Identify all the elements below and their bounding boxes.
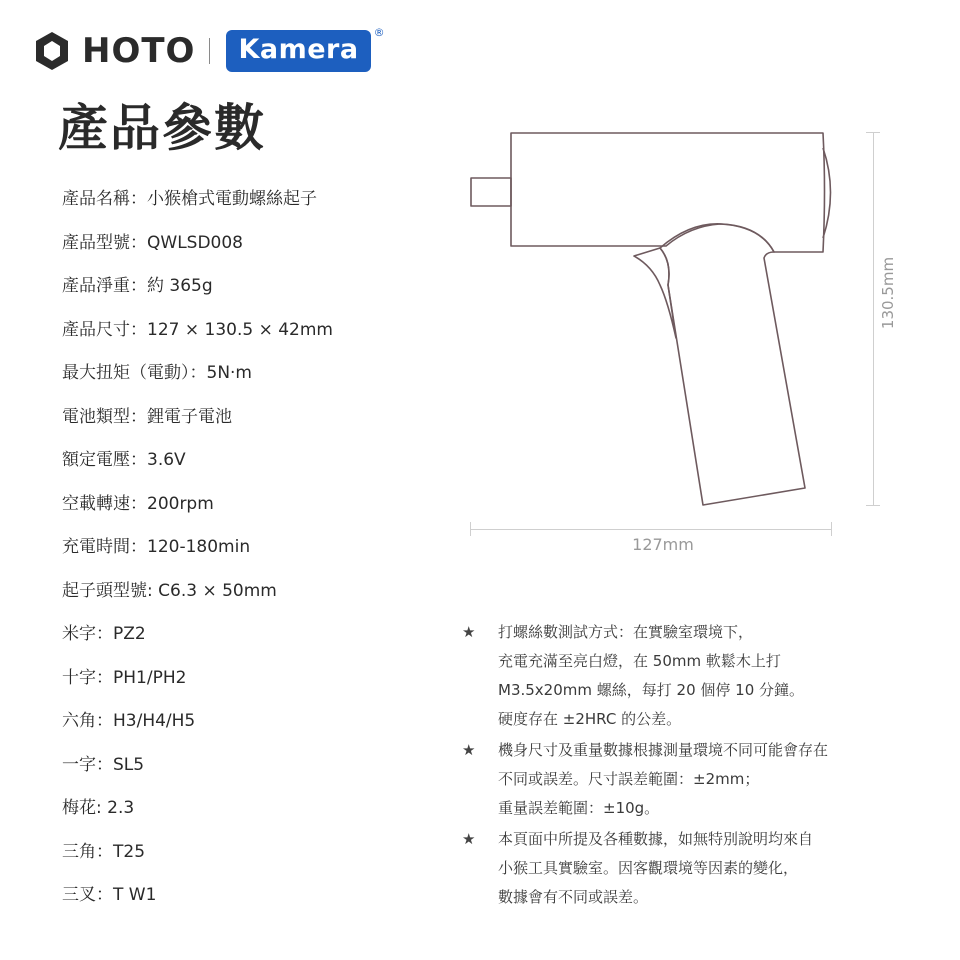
logo-divider	[209, 38, 210, 64]
note-measurement-error	[462, 736, 902, 823]
height-dimension-line	[866, 132, 880, 506]
spec-item-tri-wing: 三叉：T W1	[62, 885, 157, 905]
width-dimension-line	[470, 522, 832, 536]
star-icon: ★	[462, 623, 476, 641]
spec-item-pozidriv: 米字：PZ2	[62, 624, 146, 644]
note-line: 充電充滿至亮白燈，在 50mm 軟鬆木上打	[498, 652, 781, 670]
spec-item-model: 產品型號：QWLSD008	[62, 232, 243, 253]
star-icon: ★	[462, 830, 476, 848]
spec-list	[62, 182, 462, 922]
screwdriver-outline-drawing	[460, 120, 860, 520]
note-line: 打螺絲數測試方式：在實驗室環境下，	[498, 623, 754, 641]
width-dimension-label: 127mm	[632, 535, 694, 554]
page-title: 產品參數	[58, 99, 266, 157]
note-line: 小猴工具實驗室。因客觀環境等因素的變化，	[498, 859, 799, 877]
note-line: 不同或誤差。尺寸誤差範圍：±2mm；	[498, 770, 760, 788]
note-line: 機身尺寸及重量數據根據測量環境不同可能會存在	[498, 741, 829, 759]
notes-list	[462, 618, 902, 914]
star-icon: ★	[462, 741, 476, 759]
note-line: 本頁面中所提及各種數據，如無特別說明均來自	[498, 830, 814, 848]
spec-item-hex: 六角：H3/H4/H5	[62, 711, 196, 731]
note-test-method	[462, 618, 902, 734]
hoto-logo-icon	[30, 29, 74, 73]
spec-item-phillips: 十字：PH1/PH2	[62, 667, 187, 688]
note-line: M3.5x20mm 螺絲，每打 20 個停 10 分鐘。	[498, 681, 804, 699]
note-line: 硬度存在 ±2HRC 的公差。	[498, 710, 682, 728]
spec-item-charge-time: 充電時間：120-180min	[62, 537, 251, 557]
kamera-logo: Kamera	[226, 30, 370, 72]
spec-item-speed: 空載轉速：200rpm	[62, 493, 214, 514]
note-data-source	[462, 825, 902, 912]
handle-outline	[660, 224, 805, 505]
spec-item-bit-model: 起子頭型號: C6.3 × 50mm	[62, 580, 277, 601]
hoto-wordmark: HOTO	[82, 31, 196, 71]
brand-header	[30, 26, 385, 76]
spec-item-triangle: 三角：T25	[62, 841, 146, 862]
spec-item-weight: 產品淨重：約 365g	[62, 276, 213, 296]
note-line: 數據會有不同或誤差。	[498, 888, 649, 906]
registered-mark: ®	[373, 26, 385, 39]
spec-item-battery: 電池類型：鋰電子電池	[62, 406, 232, 427]
bit-holder-outline	[471, 178, 511, 206]
spec-item-size: 產品尺寸：127 × 130.5 × 42mm	[62, 319, 333, 340]
spec-item-torx: 梅花: 2.3	[62, 798, 135, 818]
note-line: 重量誤差範圍：±10g。	[498, 799, 660, 817]
body-outline	[511, 133, 825, 252]
spec-item-torque: 最大扭矩（電動）：5N·m	[62, 363, 252, 383]
spec-item-voltage: 額定電壓：3.6V	[62, 450, 186, 470]
height-dimension-label: 130.5mm	[879, 256, 897, 330]
spec-item-name: 產品名稱：小猴槍式電動螺絲起子	[62, 189, 317, 209]
spec-item-slotted: 一字：SL5	[62, 754, 145, 775]
